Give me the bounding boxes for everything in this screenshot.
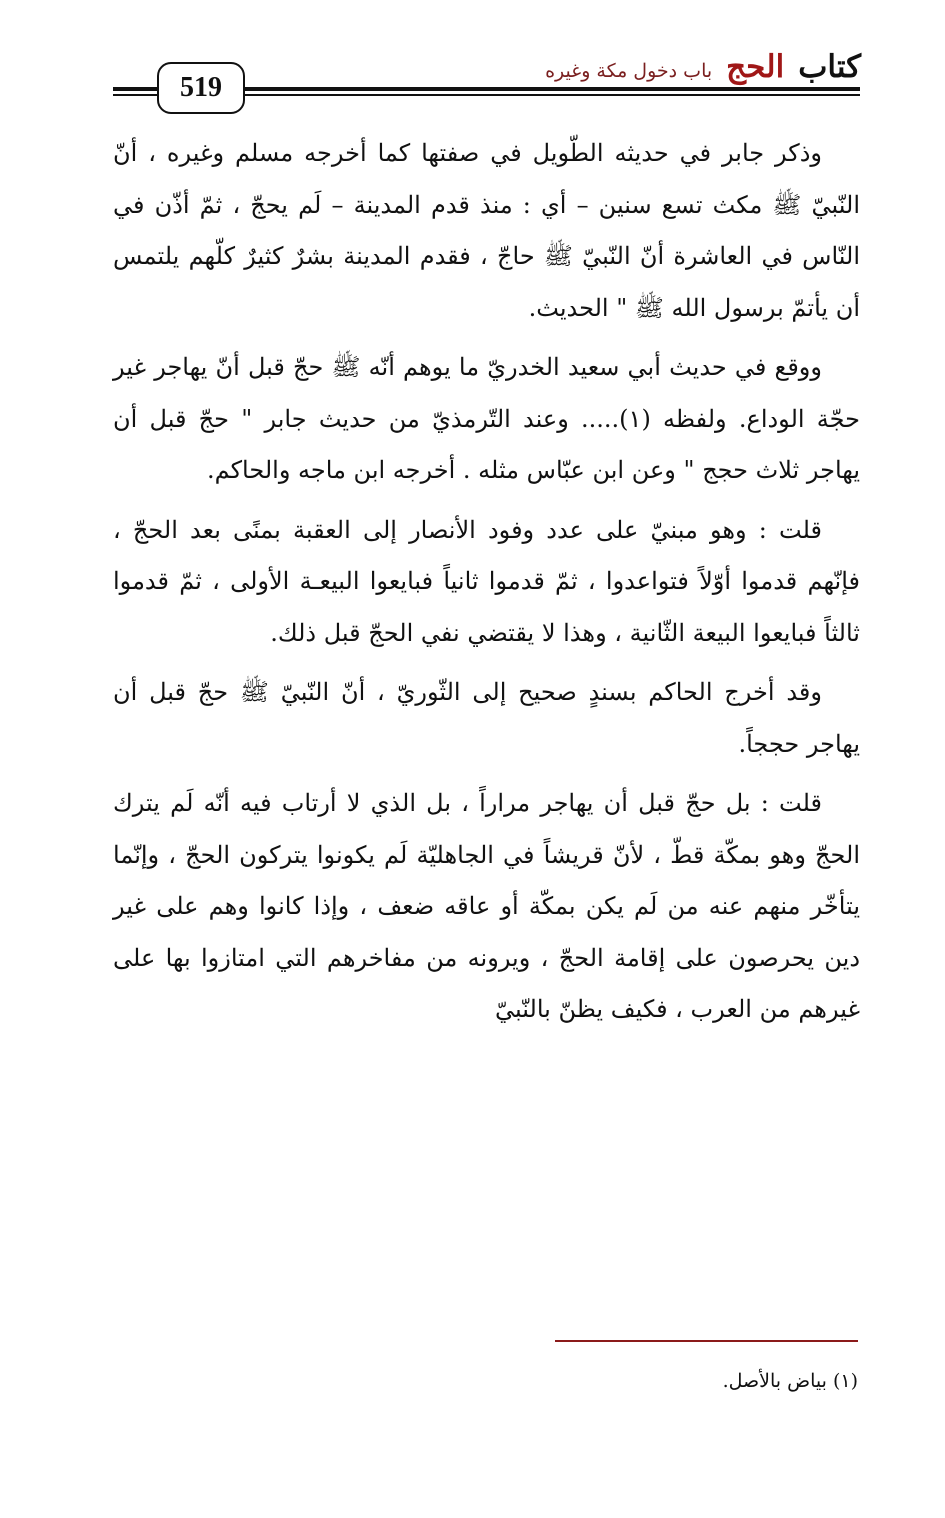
page-header (0, 0, 945, 110)
paragraph-4: وقد أخرج الحاكم بسندٍ صحيح إلى الثّوريّ ، أنّ النّبيّ ﷺ حجّ قبل أن يهاجر حججاً. (113, 678, 860, 758)
page-number: 519 (157, 62, 245, 114)
chapter-title: باب دخول مكة وغيره (545, 60, 713, 82)
footnote: (١) بياض بالأصل. (722, 1370, 858, 1392)
book-title-part2: الحج (726, 49, 785, 85)
running-title (545, 49, 861, 85)
footnote-divider (555, 1340, 858, 1342)
main-text (113, 128, 860, 1044)
paragraph-2: ووقع في حديث أبي سعيد الخدريّ ما يوهم أنّه ﷺ حجّ قبل أنّ يهاجر غير حجّة الوداع. ولفظه (١)..... وعند التّرمذيّ من حديث جابر " حجّ قبل أن يهاجر ثلاث حجج " وعن ابن عبّاس مثله . أخرجه ابن ماجه والحاكم. (113, 353, 860, 484)
book-title-part1: كتاب (798, 49, 861, 85)
paragraph-5: قلت : بل حجّ قبل أن يهاجر مراراً ، بل الذي لا أرتاب فيه أنّه لَم يترك الحجّ وهو بمكّة قطّ ، لأنّ قريشاً في الجاهليّة لَم يكونوا يتركون الحجّ ، وإنّما يتأخّر منهم عنه من لَم يكن بمكّة أو عاقه ضعف ، وإذا كانوا وهم على غير دين يحرصون على إقامة الحجّ ، ويرونه من مفاخرهم التي امتازوا بها على غيرهم من العرب ، فكيف يظنّ بالنّبيّ (113, 789, 860, 1023)
paragraph-3: قلت : وهو مبنيّ على عدد وفود الأنصار إلى العقبة بمنًى بعد الحجّ ، فإنّهم قدموا أوّلاً فتواعدوا ، ثمّ قدموا ثانياً فبايعوا البيعـة الأولى ، ثمّ قدموا ثالثاً فبايعوا البيعة الثّانية ، وهذا لا يقتضي نفي الحجّ قبل ذلك. (113, 515, 860, 647)
paragraph-1: وذكر جابر في حديثه الطّويل في صفتها كما أخرجه مسلم وغيره ، أنّ النّبيّ ﷺ مكث تسع سنين – أي : منذ قدم المدينة – لَم يحجّ ، ثمّ أذّن في النّاس في العاشرة أنّ النّبيّ ﷺ حاجّ ، فقدم المدينة بشرٌ كثيرٌ كلّهم يلتمس أن يأتمّ برسول الله ﷺ " الحديث. (113, 139, 860, 322)
